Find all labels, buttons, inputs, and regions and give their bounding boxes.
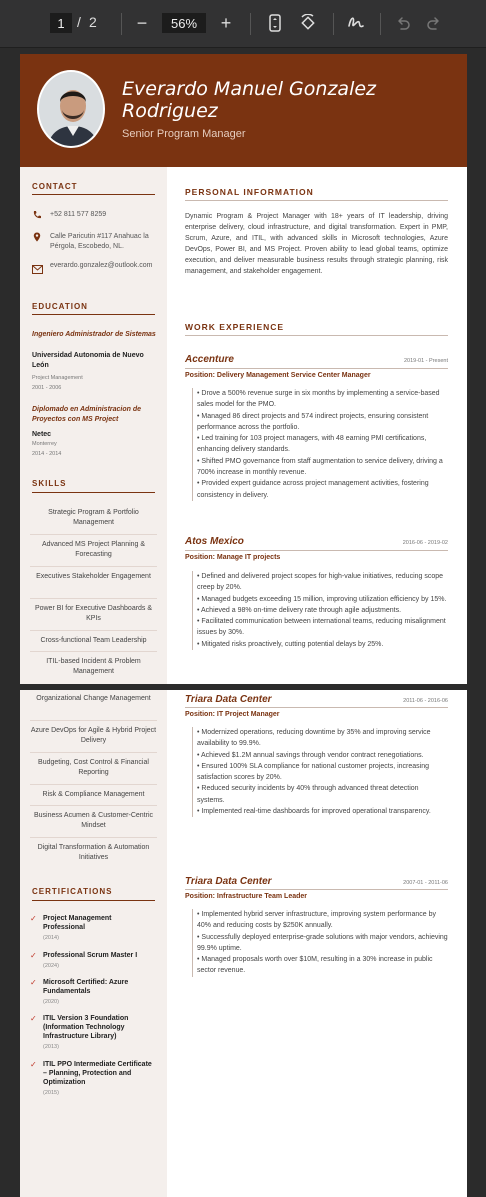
rotate-button[interactable] [296,11,320,35]
contact-address [32,232,162,252]
education-heading: EDUCATION [32,302,88,311]
certification-year: (2013) [43,1044,59,1050]
checkmark-icon: ✓ [30,914,37,923]
skill-divider [30,598,157,599]
job-bullets [192,909,448,977]
skills-heading: SKILLS [32,479,67,488]
job-bullet: • Ensured 100% SLA compliance for national customer projects, increasing satisfaction scores by 20%. [197,762,430,782]
job-bullet: • Defined and delivered project scopes for high-value initiatives, reducing scope creep by 20%. [197,573,444,592]
page-number-input[interactable]: 1 [50,13,72,33]
job-company: Atos Mexico [185,536,244,547]
certification-year: (2014) [43,935,59,941]
education-detail: Project Management [32,375,83,381]
pdf-page-1 [20,54,467,684]
job-bullet: • Achieved $1.2M annual savings through vendor contract renegotiations. [197,751,424,759]
contact-heading: CONTACT [32,182,78,191]
certification-item [30,978,160,1008]
job-bullet: • Shifted PMO governance from staff augmentation to service delivery, driving a 700% increase in monthly revenue. [197,457,443,477]
education-degree: Diplomado en Administracion de Proyectos con MS Project [32,406,142,423]
education-years: 2001 - 2006 [32,385,62,391]
page-separator: / [77,14,81,30]
fit-page-button[interactable] [263,11,287,35]
job-dates: 2011-06 - 2016-06 [403,698,448,704]
skill-divider [30,805,157,806]
phone-icon [32,210,42,220]
work-experience-heading: WORK EXPERIENCE [185,322,285,332]
phone-text: +52 811 577 8259 [50,211,107,218]
education-school: Netec [32,431,52,438]
job-position: Position: Manage IT projects [185,554,281,561]
job-company: Triara Data Center [185,694,272,705]
section-divider [32,900,155,901]
skill-item: Power BI for Executive Dashboards & KPIs [34,605,153,622]
skill-item: Risk & Compliance Management [42,791,145,798]
candidate-title: Senior Program Manager [122,128,246,140]
skill-item: Business Acumen & Customer-Centric Mindset [33,812,154,829]
job-bullet: • Led training for 103 project managers, with 48 earning PMI certifications, enhancing delivery standards. [197,435,427,454]
job-divider [185,368,448,369]
ink-draw-icon [347,14,365,32]
job-bullet: • Successfully deployed enterprise-grade solutions with major vendors, achieving 99.9% uptime. [197,933,448,952]
pdf-page-2 [20,690,467,1197]
zoom-out-button[interactable]: − [136,12,148,33]
skill-divider [30,837,157,838]
job-bullet: • Implemented hybrid server infrastructure, improving system performance by 40% and reducing costs by $250K annually. [197,911,436,930]
total-pages: 2 [89,14,97,30]
job-position: Position: Delivery Management Service Center Manager [185,372,371,379]
education-degree: Ingeniero Administrador de Sistemas [32,331,156,338]
skill-divider [30,566,157,567]
contact-phone [32,210,106,220]
skill-item: Strategic Program & Portfolio Management [48,509,139,526]
job-bullets [192,727,448,817]
job-dates: 2016-06 - 2019-02 [402,540,448,546]
job-bullet: • Facilitated communication between international teams, reducing misalignment issues by 30%. [197,618,446,637]
contact-email [32,261,162,275]
zoom-in-button[interactable]: + [220,12,232,33]
certification-year: (2020) [43,999,59,1005]
job-company: Accenture [185,354,234,365]
toolbar-divider [250,13,251,35]
skill-divider [30,720,157,721]
certification-name: ITIL Version 3 Foundation (Information Technology Infrastructure Library) [43,1015,129,1040]
candidate-name: Everardo Manuel Gonzalez Rodriguez [122,78,377,122]
undo-button[interactable] [391,11,415,35]
profile-photo-image [39,72,105,148]
job-divider [185,550,448,551]
profile-photo [37,70,105,148]
redo-icon [426,15,442,31]
job-dates: 2019-01 - Present [403,358,448,364]
job-bullet: • Provided expert guidance across project management activities, fostering consistency in delivery. [197,480,429,499]
certification-year: (2024) [43,963,59,969]
draw-button[interactable] [344,11,368,35]
certification-item [30,951,160,971]
job-bullets [192,571,448,650]
section-divider [32,492,155,493]
toolbar-divider [380,13,381,35]
job-position: Position: IT Project Manager [185,711,280,718]
skill-item: Advanced MS Project Planning & Forecasting [41,541,146,558]
pdf-toolbar [0,0,486,48]
address-text: Calle Paricutin #117 Anahuac la Pérgola, Escobedo, NL. [50,233,149,250]
checkmark-icon: ✓ [30,1014,37,1023]
job-position: Position: Infrastructure Team Leader [185,893,308,900]
education-school: Universidad Autonomia de Nuevo León [32,352,144,369]
fit-page-icon [268,14,282,32]
certification-item [30,1060,160,1100]
certifications-heading: CERTIFICATIONS [32,887,113,896]
job-company: Triara Data Center [185,876,272,887]
job-bullet: • Implemented real-time dashboards for improved operational transparency. [197,808,431,816]
skill-divider [30,752,157,753]
personal-info-heading: PERSONAL INFORMATION [185,187,314,197]
redo-button[interactable] [422,11,446,35]
section-divider [185,335,448,336]
toolbar-divider [333,13,334,35]
certification-item [30,914,160,944]
job-divider [185,707,448,708]
job-bullets [192,388,448,501]
toolbar-divider [121,13,122,35]
skill-item: Azure DevOps for Agile & Hybrid Project Delivery [30,727,157,744]
education-detail: Monterrey [32,441,57,447]
location-icon [32,232,42,242]
job-bullet: • Achieved a 98% on-time delivery rate through agile adjustments. [197,606,402,614]
checkmark-icon: ✓ [30,1060,37,1069]
email-icon [32,265,42,275]
job-dates: 2007-01 - 2011-06 [403,880,448,886]
education-years: 2014 - 2014 [32,451,62,457]
skill-divider [30,630,157,631]
section-divider [32,194,155,195]
skill-item: Cross-functional Team Leadership [40,637,147,644]
skill-divider [30,651,157,652]
job-bullet: • Mitigated risks proactively, cutting potential delays by 25%. [197,640,384,648]
checkmark-icon: ✓ [30,978,37,987]
skill-item: Digital Transformation & Automation Initiatives [37,844,150,861]
skill-divider [30,534,157,535]
job-bullet: • Managed proposals worth over $10M, resulting in a 30% increase in public sector revenue. [197,956,433,975]
certification-name: Project Management Professional [43,915,112,931]
rotate-icon [299,14,317,32]
email-text[interactable]: everardo.gonzalez@outlook.com [50,262,153,269]
job-bullet: • Managed 86 direct projects and 574 indirect projects, ensuring consistent performance across the portfolio. [197,412,429,431]
undo-icon [395,15,411,31]
job-divider [185,889,448,890]
zoom-level[interactable]: 56% [162,13,206,33]
summary-paragraph: Dynamic Program & Project Manager with 18+ years of IT leadership, driving enterprise delivery, cloud infrastructure, and digital transformation. Expert in PMP, Scrum, Azure, and ITIL, with advanced skills in Microsoft technologies, Azure DevOps, Power BI, and MS Project. Proven ability to lead global teams, optimize execution, and deliver measurable business results through strategic planning, risk management, and stakeholder engagement. [185,213,448,275]
job-bullet: • Managed budgets exceeding 15 million, improving utilization efficiency by 15%. [197,595,447,603]
certification-name: Professional Scrum Master I [43,952,138,959]
job-bullet: • Drove a 500% revenue surge in six months by implementing a service-based sales model for the PMO. [197,390,440,409]
certification-name: Microsoft Certified: Azure Fundamentals [43,979,129,995]
skill-divider [30,784,157,785]
skill-item: Organizational Change Management [36,695,151,702]
section-divider [32,314,155,315]
skill-item: ITIL-based Incident & Problem Management [46,658,141,675]
certification-name: ITIL PPO Intermediate Certificate – Planning, Protection and Optimization [43,1061,152,1086]
certification-item [30,1014,160,1054]
skill-item: Budgeting, Cost Control & Financial Reporting [38,759,149,776]
resume-header [20,54,467,167]
job-bullet: • Modernized operations, reducing downtime by 35% and improving service availability to 99.9%. [197,729,431,748]
section-divider [185,200,448,201]
checkmark-icon: ✓ [30,951,37,960]
job-bullet: • Reduced security incidents by 40% through advanced threat detection systems. [197,785,419,804]
certification-year: (2015) [43,1090,59,1096]
skill-item: Executives Stakeholder Engagement [36,573,151,580]
